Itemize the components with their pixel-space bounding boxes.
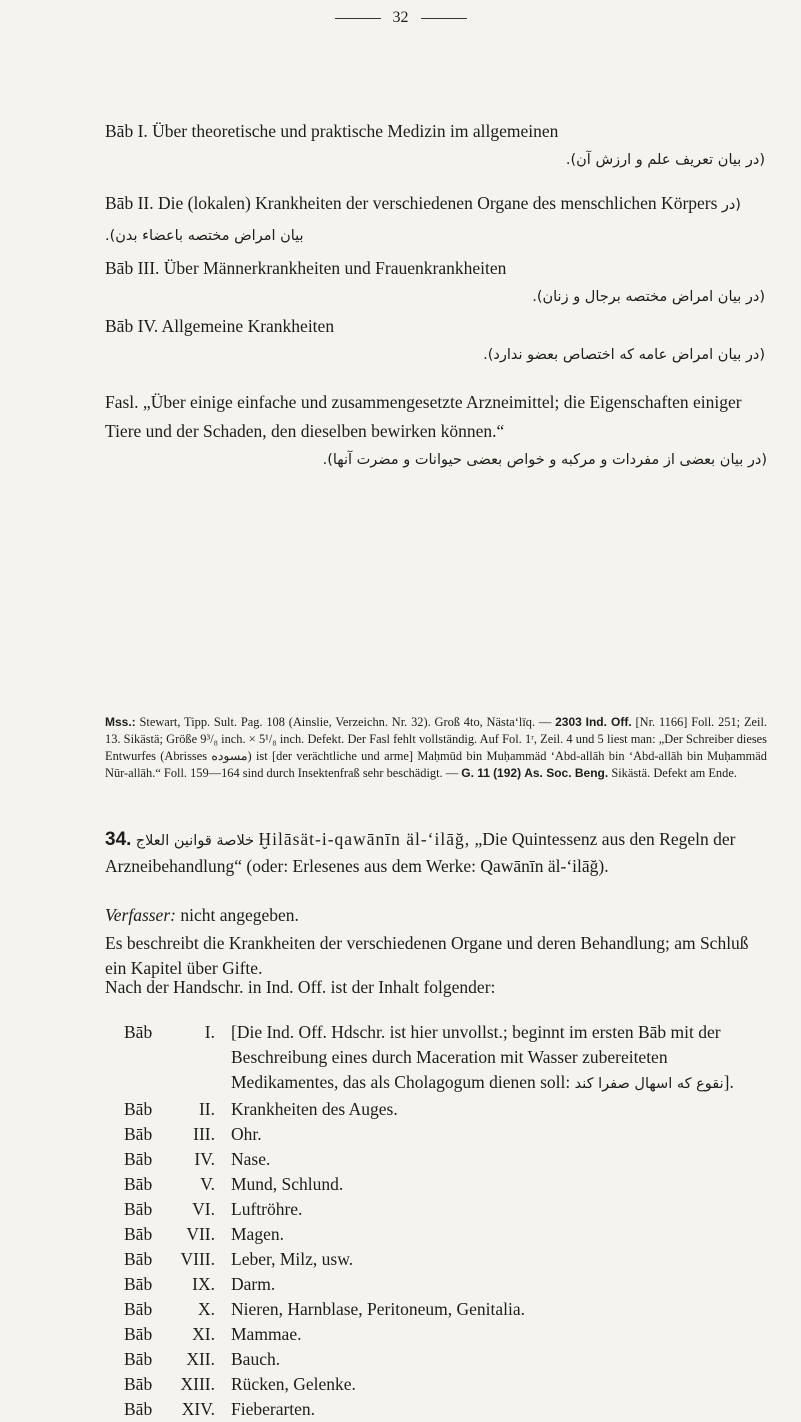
- toc-roman-number: IX.: [192, 1274, 215, 1294]
- chapter-ar: (در بيان امراض مختصه باعضاء بدن).: [105, 197, 741, 244]
- chapter-ar: (در بيان بعضی از مفردات و مركبه و خواص بعضی حيوانات و مضرت آنها).: [322, 452, 767, 468]
- toc-roman-number: III.: [193, 1124, 215, 1144]
- entry-number: 34.: [105, 829, 132, 850]
- toc-roman-number: IV.: [194, 1149, 215, 1169]
- toc-row: [124, 1322, 769, 1347]
- toc-bab-label: Bāb: [124, 1399, 153, 1419]
- toc-row: [124, 1122, 769, 1147]
- toc-text-main: [Die Ind. Off. Hdschr. ist hier unvollst.; beginnt im ersten Bāb mit der Beschreibung eines durch Maceration mit Wasser zubereiteten Medikamentes, das als Cholagogum dienen soll:: [231, 1022, 721, 1092]
- chapter-de: Bāb I. Über theoretische und praktische Medizin im allgemeinen: [105, 121, 559, 141]
- toc-row: [124, 1297, 769, 1322]
- toc-bab-label: Bāb: [124, 1249, 153, 1269]
- toc-roman-number: X.: [197, 1299, 215, 1319]
- description-text: Es beschreibt die Krankheiten der verschiedenen Organe und deren Behandlung; am Schluß ein Kapitel über Gifte.: [105, 933, 749, 978]
- chapter-ar: (در بيان امراض عامه كه اختصاص بعضو ندارد).: [483, 347, 765, 363]
- toc-text: Fieberarten.: [231, 1399, 316, 1419]
- toc-roman-number: XI.: [192, 1324, 215, 1344]
- chapter-ar: (در بيان امراض مختصه برجال و زنان).: [532, 289, 765, 305]
- mss-as-label: As. Soc. Beng.: [524, 766, 609, 780]
- mss-text-2: [Nr. 1166] Foll. 251; Zeil. 13. Sikästä; Größe 9³/₈ inch. × 5¹/₈ inch. Defekt. Der Fasl fehlt vollständig. Auf Fol. 1ʳ, Zeil. 4 und 5 liest man: „Der Schreiber dieses Entwurfes (Abrisses مسوده) ist [der verächtliche und arme] Maḥmūd bin Muḥammäd ‘Abd-allāh bin ‘Abd-allāh bin Muḥammäd Nūr-allāh.“ Foll. 159—164 sind durch Insektenfraß sehr beschädigt. —: [105, 715, 767, 780]
- mss-text-1: Stewart, Tipp. Sult. Pag. 108 (Ainslie, Verzeichn. Nr. 32). Groß 4to, Nästa‘līq. —: [139, 715, 552, 729]
- chapter-entry-2: [105, 189, 765, 251]
- toc-row: [124, 1222, 769, 1247]
- page-number: 32: [0, 9, 801, 27]
- author-value: nicht angegeben.: [180, 905, 299, 925]
- chapter-de: Fasl. „Über einige einfache und zusammengesetzte Arzneimittel; die Eigenschaften einiger Tiere und der Schaden, den dieselben bewirken können.“: [105, 392, 742, 441]
- toc-intro-text: Nach der Handschr. in Ind. Off. ist der Inhalt folgender:: [105, 977, 496, 997]
- toc-bab-label: Bāb: [124, 1324, 153, 1344]
- mss-io-number: 2303: [555, 715, 582, 729]
- toc-row: [124, 1097, 769, 1122]
- toc-row: [124, 1020, 769, 1097]
- toc-text: Nase.: [231, 1149, 271, 1169]
- toc-ar-text: نقوع كه اسهال صفرا كند: [574, 1076, 724, 1092]
- toc-roman-number: XIV.: [181, 1399, 215, 1419]
- entry-ar-title: خلاصة قوانين العلاج: [135, 833, 255, 849]
- toc-bab-label: Bāb: [124, 1349, 153, 1369]
- toc-bab-label: Bāb: [124, 1374, 153, 1394]
- toc-text: Leber, Milz, usw.: [231, 1249, 354, 1269]
- toc-roman-number: II.: [198, 1099, 215, 1119]
- toc-text: Krankheiten des Auges.: [231, 1099, 398, 1119]
- toc-text: Mammae.: [231, 1324, 302, 1344]
- chapter-de: Bāb II. Die (lokalen) Krankheiten der verschiedenen Organe des menschlichen Körpers: [105, 193, 718, 213]
- toc-row: [124, 1372, 769, 1397]
- manuscripts-note: [105, 714, 767, 782]
- chapter-de: Bāb IV. Allgemeine Krankheiten: [105, 316, 335, 336]
- chapter-ar: (در بيان تعريف علم و ارزش آن).: [565, 152, 765, 168]
- toc-bab-label: Bāb: [124, 1174, 153, 1194]
- toc-row: [124, 1247, 769, 1272]
- toc-bab-label: Bāb: [124, 1274, 153, 1294]
- toc-row: [124, 1172, 769, 1197]
- toc-text: Nieren, Harnblase, Peritoneum, Genitalia.: [231, 1299, 525, 1319]
- mss-g-ref: G. 11: [461, 766, 490, 780]
- entry-34-author: [105, 903, 767, 928]
- toc-bab-label: Bāb: [124, 1099, 153, 1119]
- toc-row: [124, 1397, 769, 1422]
- mss-text-3: Sikästä. Defekt am Ende.: [611, 766, 737, 780]
- author-label: Verfasser:: [105, 905, 176, 925]
- toc-text: Rücken, Gelenke.: [231, 1374, 356, 1394]
- table-of-contents: [124, 1020, 769, 1422]
- toc-roman-number: VIII.: [180, 1249, 215, 1269]
- toc-text: Magen.: [231, 1224, 284, 1244]
- entry-34-description: [105, 931, 767, 981]
- chapter-entry-4: [105, 312, 765, 370]
- entry-34-title: [105, 827, 767, 879]
- entry-de-title: „Die Quintessenz aus den Regeln der Arzneibehandlung“ (oder: Erlesenes aus dem Werke: Qawānīn äl-‘ilāğ).: [105, 829, 736, 876]
- toc-text: Bauch.: [231, 1349, 281, 1369]
- toc-text: Ohr.: [231, 1124, 262, 1144]
- entry-translit-title: Ḫilāsät-i-qawānīn äl-‘ilāğ,: [258, 829, 471, 849]
- toc-bab-label: Bāb: [124, 1149, 153, 1169]
- chapter-entry-fasl: [105, 388, 767, 475]
- toc-roman-number: XIII.: [180, 1374, 215, 1394]
- mss-io-label: Ind. Off.: [585, 715, 632, 729]
- toc-bab-label: Bāb: [124, 1199, 153, 1219]
- toc-text: [Die Ind. Off. Hdschr. ist hier unvollst.; beginnt im ersten Bāb mit der Beschreibung eines durch Maceration mit Wasser zubereiteten Medikamentes, das als Cholagogum dienen soll: نقوع كه اسهال صفرا كند].: [231, 1022, 734, 1092]
- toc-roman-number: V.: [200, 1174, 215, 1194]
- toc-roman-number: VII.: [186, 1224, 215, 1244]
- toc-bab-label: Bāb: [124, 1224, 153, 1244]
- toc-row: [124, 1272, 769, 1297]
- chapter-entry-1: [105, 117, 765, 175]
- mss-label: Mss.:: [105, 715, 136, 729]
- toc-row: [124, 1347, 769, 1372]
- toc-roman-number: XII.: [186, 1349, 215, 1369]
- toc-text: Luftröhre.: [231, 1199, 303, 1219]
- toc-row: [124, 1197, 769, 1222]
- toc-roman-number: I.: [204, 1022, 215, 1042]
- chapter-entry-3: [105, 254, 765, 312]
- chapter-de: Bāb III. Über Männerkrankheiten und Frauenkrankheiten: [105, 258, 507, 278]
- toc-text: Darm.: [231, 1274, 276, 1294]
- toc-roman-number: VI.: [192, 1199, 215, 1219]
- entry-34-toc-intro: [105, 975, 767, 1000]
- toc-text: Mund, Schlund.: [231, 1174, 344, 1194]
- toc-bab-label: Bāb: [124, 1022, 153, 1042]
- toc-bab-label: Bāb: [124, 1299, 153, 1319]
- toc-bab-label: Bāb: [124, 1124, 153, 1144]
- toc-row: [124, 1147, 769, 1172]
- mss-g-number: (192): [493, 766, 522, 780]
